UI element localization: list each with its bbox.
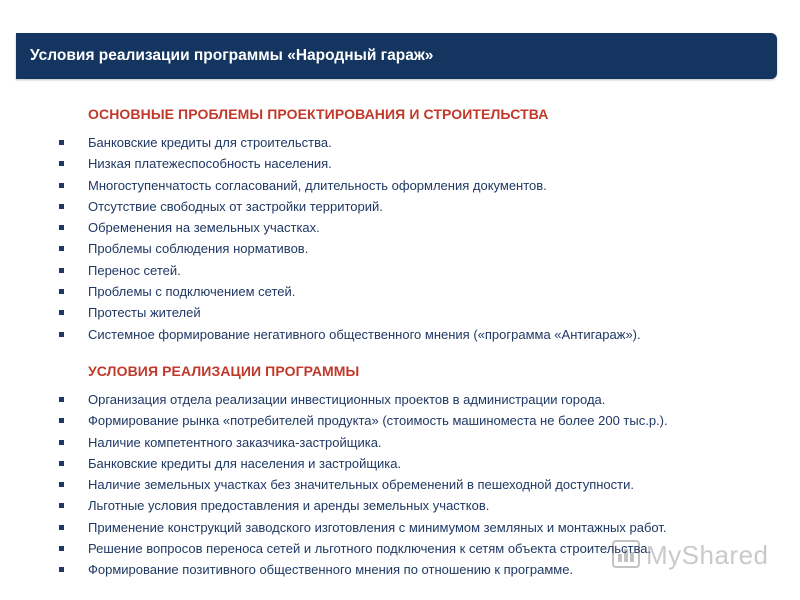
list-item <box>56 517 668 538</box>
bullet-icon <box>59 204 64 209</box>
list-item <box>56 538 668 559</box>
list-item-text: Применение конструкций заводского изготовления с минимумом земляных и монтажных работ. <box>88 519 667 535</box>
list-item <box>56 153 641 174</box>
bullet-icon <box>59 503 64 508</box>
bullet-icon <box>59 140 64 145</box>
list-item-text: Наличие земельных участках без значительных обременений в пешеходной доступности. <box>88 477 634 493</box>
bullet-icon <box>59 246 64 251</box>
list-item-text: Решение вопросов переноса сетей и льготного подключения к сетям объекта строительства. <box>88 541 652 557</box>
list-item-text: Формирование позитивного общественного мнения по отношению к программе. <box>88 562 574 578</box>
problems-list <box>56 132 641 345</box>
list-item <box>56 474 668 495</box>
list-item <box>56 495 668 516</box>
bullet-icon <box>59 546 64 551</box>
list-item <box>56 132 641 153</box>
list-item <box>56 175 641 196</box>
slide-title: Условия реализации программы «Народный гараж» <box>30 47 434 64</box>
list-item <box>56 260 641 281</box>
list-item-text: Организация отдела реализации инвестиционных проектов в администрации города. <box>88 392 606 407</box>
section-heading-problems: ОСНОВНЫЕ ПРОБЛЕМЫ ПРОЕКТИРОВАНИЯ И СТРОИТЕЛЬСТВА <box>88 106 549 122</box>
list-item-text: Многоступенчатость согласований, длительность оформления документов. <box>88 177 547 193</box>
list-item-text: Перенос сетей. <box>88 262 181 278</box>
bullet-icon <box>59 289 64 294</box>
list-item-text: Обременения на земельных участках. <box>88 220 320 236</box>
list-item <box>56 302 641 323</box>
list-item <box>56 281 641 302</box>
title-bar <box>16 33 777 79</box>
conditions-list <box>56 389 668 581</box>
bullet-icon <box>59 332 64 337</box>
list-item-text: Банковские кредиты для населения и застройщика. <box>88 455 402 471</box>
bullet-icon <box>59 482 64 487</box>
list-item-text: Проблемы соблюдения нормативов. <box>88 241 309 257</box>
list-item-text: Отсутствие свободных от застройки территорий. <box>88 198 383 214</box>
bullet-icon <box>59 161 64 166</box>
list-item <box>56 432 668 453</box>
watermark-text: MyShared <box>646 540 769 570</box>
list-item-text: Системное формирование негативного общественного мнения («программа «Антигараж»). <box>88 326 641 342</box>
bullet-icon <box>59 397 64 402</box>
chart-icon <box>612 540 640 568</box>
list-item-text: Проблемы с подключением сетей. <box>88 284 296 300</box>
list-item <box>56 559 668 580</box>
bullet-icon <box>59 440 64 445</box>
bullet-icon <box>59 183 64 188</box>
list-item <box>56 238 641 259</box>
bullet-icon <box>59 525 64 530</box>
list-item <box>56 324 641 345</box>
list-item <box>56 389 668 410</box>
list-item <box>56 217 641 238</box>
bullet-icon <box>59 268 64 273</box>
list-item <box>56 196 641 217</box>
section-heading-conditions: УСЛОВИЯ РЕАЛИЗАЦИИ ПРОГРАММЫ <box>88 363 360 379</box>
bullet-icon <box>59 461 64 466</box>
bullet-icon <box>59 567 64 572</box>
watermark-logo <box>612 536 772 576</box>
list-item-text: Льготные условия предоставления и аренды земельных участков. <box>88 498 490 514</box>
bullet-icon <box>59 418 64 423</box>
list-item <box>56 410 668 431</box>
list-item-text: Протесты жителей <box>88 305 201 321</box>
list-item-text: Формирование рынка «потребителей продукта» (стоимость машиноместа не более 200 тыс.р.). <box>88 413 668 429</box>
bullet-icon <box>59 225 64 230</box>
list-item-text: Наличие компетентного заказчика-застройщика. <box>88 434 382 450</box>
list-item-text: Низкая платежеспособность населения. <box>88 156 332 172</box>
list-item-text: Банковские кредиты для строительства. <box>88 135 332 150</box>
bullet-icon <box>59 310 64 315</box>
list-item <box>56 453 668 474</box>
